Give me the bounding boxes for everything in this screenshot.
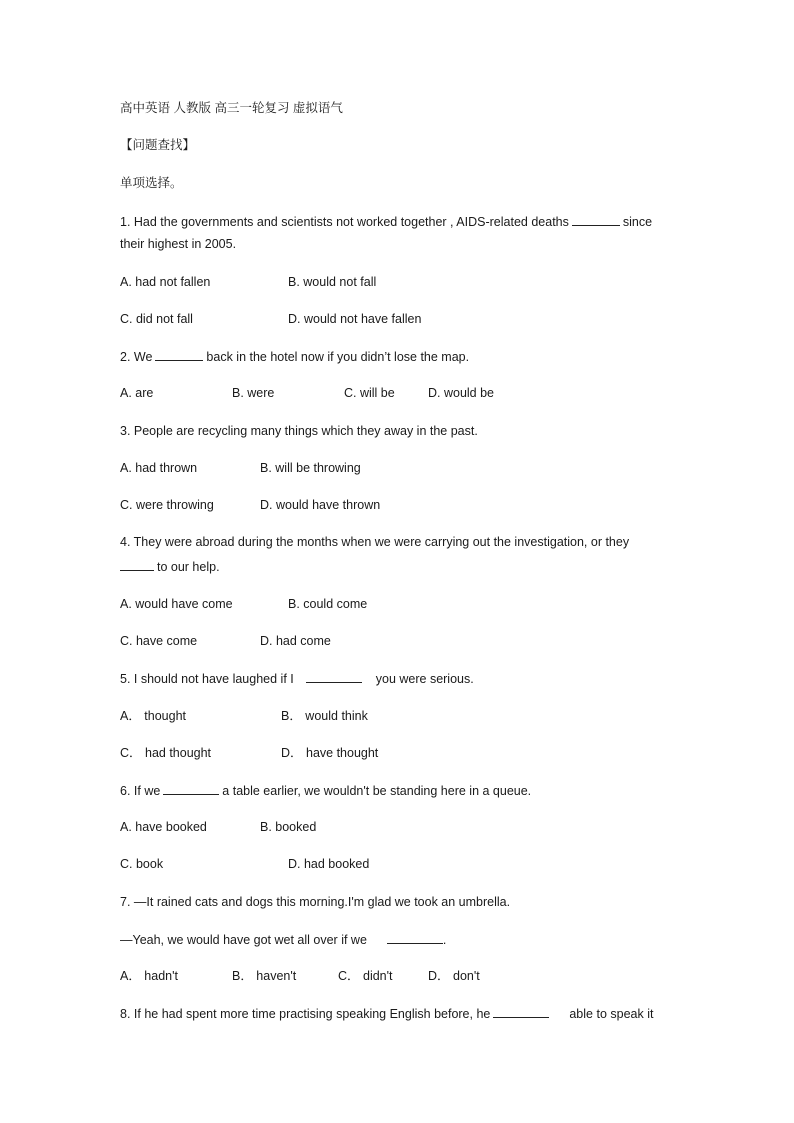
option-a: A. had not fallen: [120, 275, 211, 289]
option-b: B. will be throwing: [260, 461, 361, 475]
answer-blank: [120, 558, 154, 571]
option-a: A. had thrown: [120, 461, 198, 475]
option-b: B. booked: [260, 820, 317, 834]
question-1-stem-line2: their highest in 2005.: [120, 237, 237, 251]
page-title: 高中英语 人教版 高三一轮复习 虚拟语气: [120, 101, 343, 115]
option-d: D． have thought: [281, 746, 379, 760]
answer-blank: [493, 1005, 549, 1018]
answer-blank: [572, 213, 620, 226]
option-b: B． haven't: [232, 969, 297, 983]
option-a: A. have booked: [120, 820, 207, 834]
question-1-stem: 1. Had the governments and scientists not worked together , AIDS-related deaths since: [120, 215, 653, 229]
option-c: C. will be: [344, 386, 395, 400]
question-7-stem: 7. —It rained cats and dogs this morning.I'm glad we took an umbrella.: [120, 895, 511, 909]
option-b: B. could come: [288, 597, 368, 611]
question-8-stem: 8. If he had spent more time practising speaking English before, he able to speak it: [120, 1007, 654, 1021]
option-d: D. would be: [428, 386, 495, 400]
answer-blank: [163, 782, 219, 795]
question-4-stem-line2: to our help.: [120, 558, 220, 575]
option-a: A． hadn't: [120, 969, 178, 983]
option-c: C. have come: [120, 634, 198, 648]
answer-blank: [306, 670, 362, 683]
option-c: C. book: [120, 857, 164, 871]
option-c: C. did not fall: [120, 312, 193, 326]
question-7-response: —Yeah, we would have got wet all over if we .: [120, 933, 447, 947]
option-a: A. would have come: [120, 597, 233, 611]
option-d: D. would not have fallen: [288, 312, 422, 326]
option-a: A. are: [120, 386, 154, 400]
option-c: C． didn't: [338, 969, 393, 983]
option-a: A． thought: [120, 709, 187, 723]
section-heading: 【问题查找】: [120, 138, 196, 152]
option-c: C． had thought: [120, 746, 212, 760]
answer-blank: [387, 931, 443, 944]
instruction-text: 单项选择。: [120, 176, 183, 190]
option-d: D． don't: [428, 969, 480, 983]
option-b: B. were: [232, 386, 275, 400]
question-5-stem: 5. I should not have laughed if I you were serious.: [120, 672, 474, 686]
answer-blank: [155, 348, 203, 361]
question-2-stem: 2. We back in the hotel now if you didn’t lose the map.: [120, 350, 470, 364]
option-b: B. would not fall: [288, 275, 377, 289]
question-4-stem: 4. They were abroad during the months when we were carrying out the investigation, or they: [120, 535, 630, 549]
option-d: D. would have thrown: [260, 498, 381, 512]
question-3-stem: 3. People are recycling many things which they away in the past.: [120, 424, 478, 438]
option-c: C. were throwing: [120, 498, 214, 512]
option-d: D. had booked: [288, 857, 370, 871]
question-6-stem: 6. If we a table earlier, we wouldn't be standing here in a queue.: [120, 784, 532, 798]
option-b: B． would think: [281, 709, 368, 723]
option-d: D. had come: [260, 634, 331, 648]
